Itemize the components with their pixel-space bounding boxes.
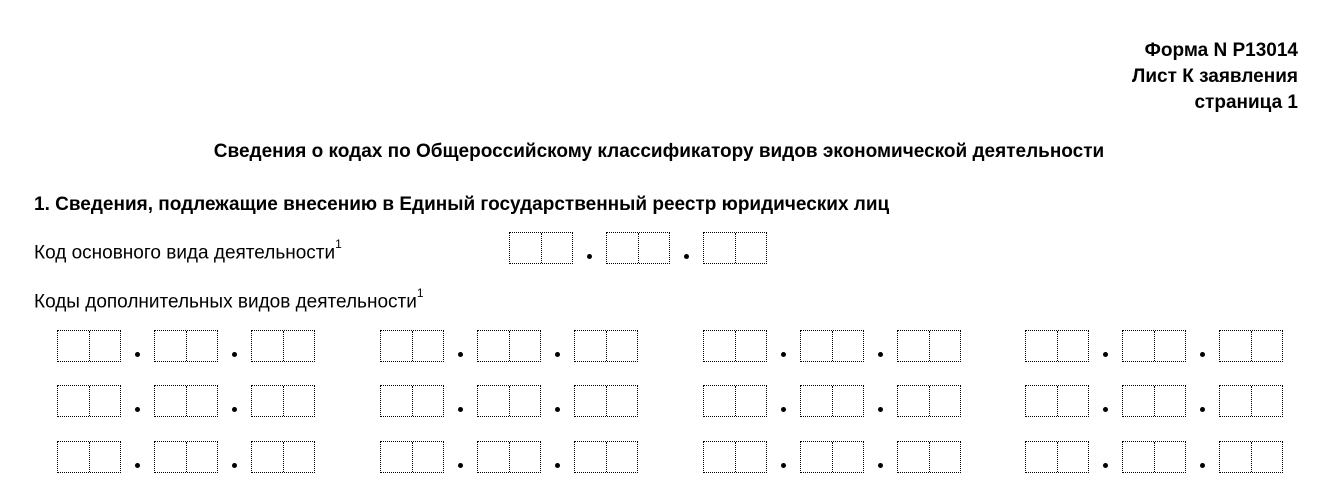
separator-dot	[458, 407, 463, 412]
separator-dot	[878, 352, 883, 357]
code-cell-pair[interactable]	[574, 441, 638, 473]
separator-dot	[878, 463, 883, 468]
code-cell-pair[interactable]	[1025, 385, 1089, 417]
code-cell-pair[interactable]	[477, 385, 541, 417]
page-title: Сведения о кодах по Общероссийскому классификатору видов экономической деятельности	[213, 141, 1105, 162]
separator-dot	[1200, 463, 1205, 468]
separator-dot	[781, 352, 786, 357]
separator-dot	[1200, 352, 1205, 357]
code-cell-pair[interactable]	[380, 330, 444, 362]
code-cell-pair[interactable]	[1219, 441, 1283, 473]
code-cell-pair[interactable]	[1122, 330, 1186, 362]
code-cell-pair[interactable]	[703, 385, 767, 417]
main-code-label	[34, 237, 342, 264]
code-cell-pair[interactable]	[606, 232, 670, 264]
code-cell-pair[interactable]	[897, 385, 961, 417]
separator-dot	[135, 463, 140, 468]
code-cell-pair[interactable]	[251, 385, 315, 417]
separator-dot	[232, 463, 237, 468]
separator-dot	[232, 407, 237, 412]
code-cell-pair[interactable]	[800, 441, 864, 473]
code-cell-pair[interactable]	[509, 232, 573, 264]
code-cell-pair[interactable]	[800, 330, 864, 362]
code-cell-pair[interactable]	[251, 441, 315, 473]
code-cell-pair[interactable]	[1219, 330, 1283, 362]
code-cell-pair[interactable]	[57, 385, 121, 417]
separator-dot	[458, 352, 463, 357]
separator-dot	[781, 407, 786, 412]
code-cell-pair[interactable]	[1122, 385, 1186, 417]
separator-dot	[135, 352, 140, 357]
code-cell-pair[interactable]	[1219, 385, 1283, 417]
separator-dot	[1103, 463, 1108, 468]
code-cell-pair[interactable]	[380, 441, 444, 473]
code-cell-pair[interactable]	[574, 385, 638, 417]
code-cell-pair[interactable]	[380, 385, 444, 417]
footnote-ref: 1	[416, 286, 424, 300]
code-cell-pair[interactable]	[57, 441, 121, 473]
separator-dot	[555, 352, 560, 357]
code-cell-pair[interactable]	[57, 330, 121, 362]
code-cell-pair[interactable]	[154, 441, 218, 473]
code-cell-pair[interactable]	[1122, 441, 1186, 473]
main-code-label-text: Код основного вида деятельности	[34, 242, 336, 264]
extra-codes-label-text: Коды дополнительных видов деятельности	[34, 291, 417, 313]
code-cell-pair[interactable]	[897, 330, 961, 362]
separator-dot	[1103, 352, 1108, 357]
separator-dot	[1103, 407, 1108, 412]
code-cell-pair[interactable]	[703, 441, 767, 473]
form-number: Форма N Р13014	[1144, 40, 1298, 61]
code-cell-pair[interactable]	[1025, 330, 1089, 362]
separator-dot	[781, 463, 786, 468]
code-cell-pair[interactable]	[1025, 441, 1089, 473]
form-header	[1132, 38, 1298, 116]
separator-dot	[555, 407, 560, 412]
footnote-ref: 1	[335, 237, 342, 251]
code-cell-pair[interactable]	[251, 330, 315, 362]
separator-dot	[878, 407, 883, 412]
separator-dot	[232, 352, 237, 357]
code-cell-pair[interactable]	[703, 330, 767, 362]
code-cell-pair[interactable]	[154, 330, 218, 362]
code-cell-pair[interactable]	[703, 232, 767, 264]
code-cell-pair[interactable]	[477, 441, 541, 473]
code-cell-pair[interactable]	[897, 441, 961, 473]
separator-dot	[587, 254, 592, 259]
page-label: страница 1	[1194, 92, 1298, 113]
sheet-label: Лист К заявления	[1132, 66, 1298, 87]
extra-codes-label	[34, 286, 424, 313]
code-cell-pair[interactable]	[574, 330, 638, 362]
code-cell-pair[interactable]	[154, 385, 218, 417]
separator-dot	[555, 463, 560, 468]
separator-dot	[684, 254, 689, 259]
separator-dot	[1200, 407, 1205, 412]
code-cell-pair[interactable]	[800, 385, 864, 417]
code-cell-pair[interactable]	[477, 330, 541, 362]
separator-dot	[135, 407, 140, 412]
separator-dot	[458, 463, 463, 468]
section-title: 1. Сведения, подлежащие внесению в Единый государственный реестр юридических лиц	[34, 194, 890, 215]
